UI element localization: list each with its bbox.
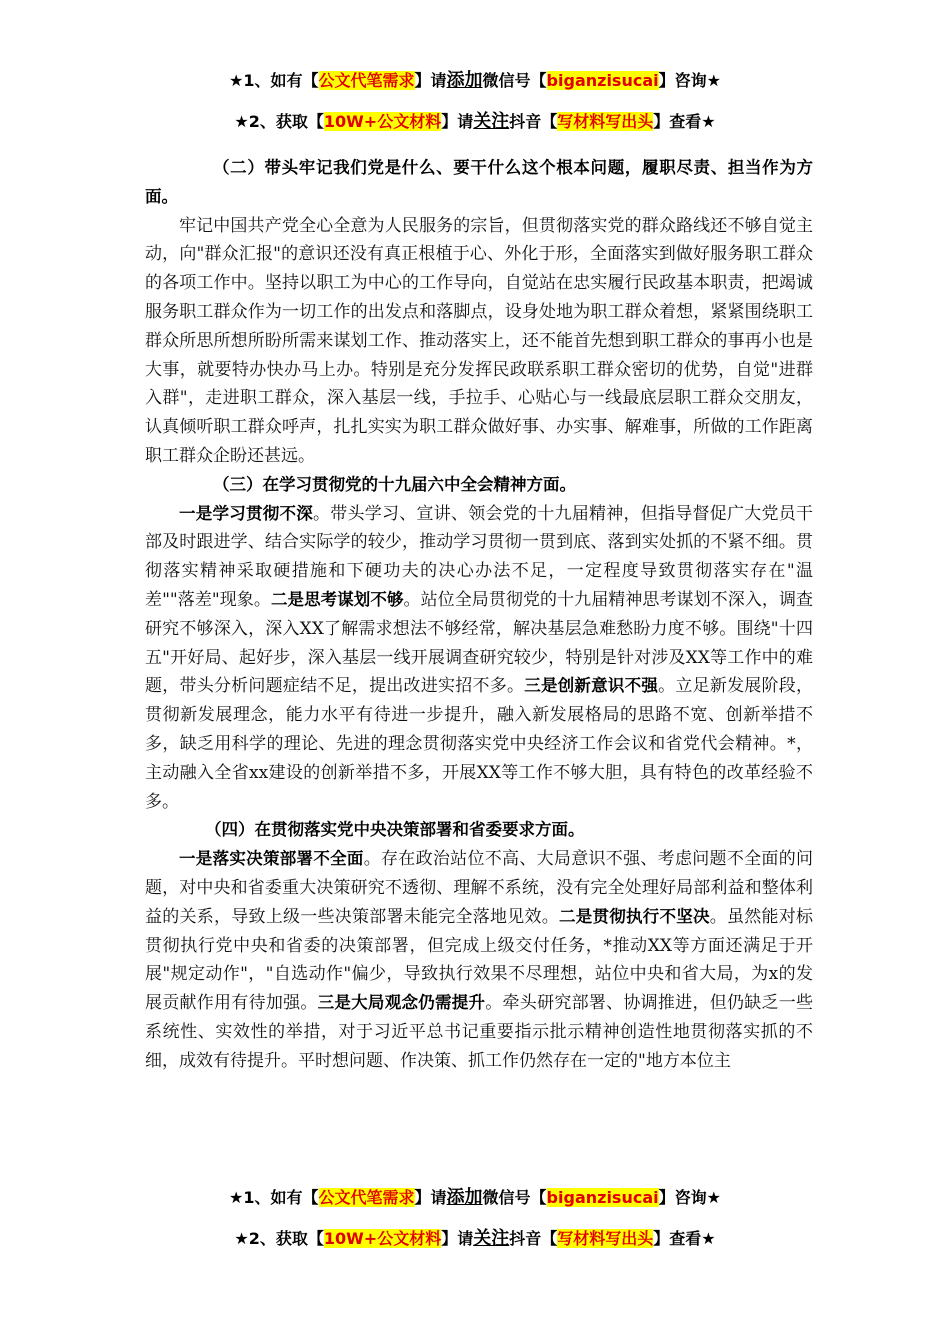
bold-lead: 二是思考谋划不够 bbox=[270, 589, 404, 609]
paragraph-text: 。带头学习、宣讲、领会党的十九届精神，但指导督促广大党员干部及时跟进学、结合实际学的较少，推动学习贯彻一贯到底、落到实处抓的不紧不细。贯彻落实精神采取硬措施和下硬功夫的决心办法不足，一定程度导致贯彻落实存在"温差""落差"现象。 bbox=[145, 503, 813, 610]
ad-text: 】请 bbox=[414, 1188, 447, 1207]
bold-lead: 二是贯彻执行不坚决 bbox=[559, 906, 710, 926]
ad-text: 抖音【 bbox=[509, 112, 558, 131]
ad-text: 微信号【 bbox=[482, 71, 547, 90]
ad-text: 】查看★ bbox=[653, 112, 716, 131]
paragraph-text: 。牵头研究部署、协调推进，但仍缺乏一些系统性、实效性的举措，对于习近平总书记重要指示批示精神创造性地贯彻落实抓的不细，成效有待提升。平时想问题、作决策、抓工作仍然存在一定的"地方本位主 bbox=[145, 993, 814, 1071]
ad-underline: 添加 bbox=[446, 70, 483, 91]
ad-highlight: 写材料写出头 bbox=[557, 1229, 654, 1248]
ad-text: ★1、如有【 bbox=[229, 1188, 319, 1207]
ad-highlight: 公文代笔需求 bbox=[318, 1188, 415, 1207]
ad-text: 抖音【 bbox=[509, 1229, 558, 1248]
paragraph-text: 。立足新发展阶段，贯彻新发展理念，能力水平有待进一步提升，融入新发展格局的思路不宽、创新举措不多，缺乏用科学的理论、先进的理念贯彻落实党中央经济工作会议和省党代会精神。*，主动融入全省xx建设的创新举措不多，开展XX等工作不够大胆，具有特色的改革经验不多。 bbox=[145, 676, 814, 812]
paragraph-3 bbox=[145, 500, 813, 817]
ad-text: 】查看★ bbox=[653, 1229, 716, 1248]
section-heading-3: （三）在学习贯彻党的十九届六中全会精神方面。 bbox=[213, 474, 576, 494]
ad-text: 】请 bbox=[441, 112, 474, 131]
ad-text: 】咨询★ bbox=[658, 71, 721, 90]
ad-text: 】请 bbox=[441, 1229, 474, 1248]
section-heading-4: （四）在贯彻落实党中央决策部署和省委要求方面。 bbox=[205, 820, 585, 840]
ad-highlight: 写材料写出头 bbox=[557, 112, 654, 131]
ad-text: 】咨询★ bbox=[658, 1188, 721, 1207]
ad-text: 】请 bbox=[414, 71, 447, 90]
ad-underline: 添加 bbox=[446, 1187, 483, 1208]
paragraph-text: 。存在政治站位不高、大局意识不强、考虑问题不全面的问题，对中央和省委重大决策研究不透彻、理解不系统，没有完全处理好局部利益和整体利益的关系，导致上级一些决策部署未能完全落地见效。 bbox=[145, 849, 814, 927]
ad-underline: 关注 bbox=[473, 1228, 510, 1249]
ad-line-2-bottom bbox=[0, 1228, 950, 1250]
ad-highlight: 公文代笔需求 bbox=[318, 71, 415, 90]
ad-highlight: biganzisucai bbox=[546, 1188, 659, 1207]
ad-text: 微信号【 bbox=[482, 1188, 547, 1207]
ad-line-1-bottom bbox=[0, 1187, 950, 1209]
ad-line-2-top bbox=[0, 111, 950, 133]
ad-text: ★1、如有【 bbox=[229, 71, 319, 90]
bold-lead: 三是大局观念仍需提升 bbox=[317, 993, 486, 1013]
ad-highlight: biganzisucai bbox=[546, 71, 659, 90]
ad-line-1-top bbox=[0, 70, 950, 92]
document-body bbox=[145, 154, 813, 1076]
ad-highlight: 10W+公文材料 bbox=[323, 112, 442, 131]
ad-text: ★2、获取【 bbox=[234, 1229, 324, 1248]
ad-text: ★2、获取【 bbox=[234, 112, 324, 131]
section-heading-2: （二）带头牢记我们党是什么、要干什么这个根本问题，履职尽责、担当作为方面。 bbox=[145, 158, 813, 206]
paragraph-4 bbox=[145, 845, 813, 1075]
bold-lead: 一是学习贯彻不深 bbox=[179, 503, 313, 523]
paragraph-text: 。站位全局贯彻党的十九届精神思考谋划不深入，调查研究不够深入，深入XX了解需求想法不够经常，解决基层急难愁盼力度不够。围绕"十四五"开好局、起好步，深入基层一线开展调查研究较少，特别是针对涉及XX等工作中的难题，带头分析问题症结不足，提出改进实招不多。 bbox=[145, 589, 814, 697]
bold-lead: 一是落实决策部署不全面 bbox=[179, 849, 364, 869]
ad-underline: 关注 bbox=[473, 111, 510, 132]
bold-lead: 三是创新意识不强 bbox=[524, 676, 659, 696]
ad-highlight: 10W+公文材料 bbox=[323, 1229, 442, 1248]
paragraph-text: 。虽然能对标贯彻执行党中央和省委的决策部署，但完成上级交付任务，*推动XX等方面还满足于开展"规定动作"，"自选动作"偏少，导致执行效果不尽理想，站位中央和省大局，为x的发展贡献作用有待加强。 bbox=[145, 906, 813, 1014]
paragraph-2: 牢记中国共产党全心全意为人民服务的宗旨，但贯彻落实党的群众路线还不够自觉主动，向"群众汇报"的意识还没有真正根植于心、外化于形，全面落实到做好服务职工群众的各项工作中。坚持以职工为中心的工作导向，自觉站在忠实履行民政基本职责，把竭诚服务职工群众作为一切工作的出发点和落脚点，设身处地为职工群众着想，紧紧围绕职工群众所思所想所盼所需来谋划工作、推动落实上，还不能首先想到职工群众的事再小也是大事，就要特办快办马上办。特别是充分发挥民政联系职工群众密切的优势，自觉"进群入群"，走进职工群众，深入基层一线，手拉手、心贴心与一线最底层职工群众交朋友，认真倾听职工群众呼声，扎扎实实为职工群众做好事、办实事、解难事，所做的工作距离职工群众企盼还甚远。 bbox=[145, 215, 813, 466]
